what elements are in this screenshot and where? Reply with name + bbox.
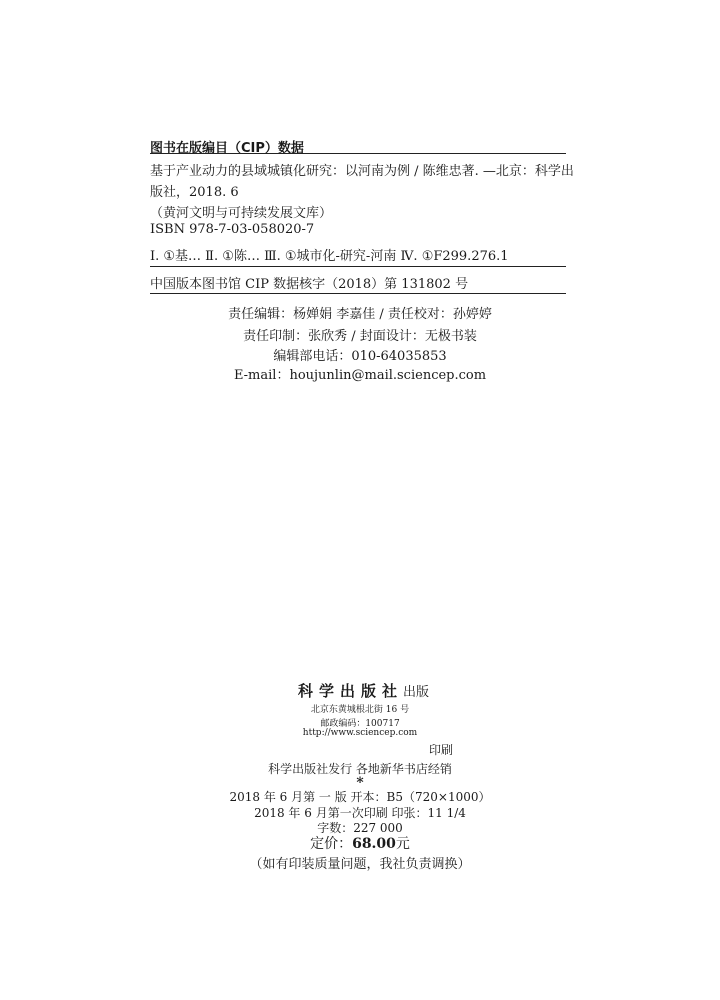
cip-top-rule [150, 153, 566, 154]
price-label: 定价： [310, 836, 353, 852]
publisher-address: 北京东黄城根北街 16 号 [310, 705, 410, 715]
publisher-postcode: 邮政编码：100717 [320, 719, 400, 729]
editor-credits: 责任编辑：杨婵娟 李嘉佳 / 责任校对：孙婷婷 [228, 307, 492, 322]
publisher-website: http://www.sciencep.com [302, 728, 418, 738]
edition-line: 2018 年 6 月第 一 版 开本：B5（720×1000） [229, 790, 491, 804]
cip-series: （黄河文明与可持续发展文库） [150, 206, 333, 221]
cip-heading: 图书在版编目（CIP）数据 [150, 141, 304, 156]
cip-bottom-rule [150, 293, 566, 294]
printing-line: 2018 年 6 月第一次印刷 印张：11 1/4 [254, 806, 466, 820]
printer-label: 印刷 [429, 743, 454, 757]
distribution-line: 科学出版社发行 各地新华书店经销 [268, 762, 452, 776]
cip-isbn: ISBN 978-7-03-058020-7 [150, 222, 315, 237]
publisher-logo: 科学出版社 [298, 682, 404, 700]
word-count: 字数：227 000 [317, 821, 403, 835]
price-unit: 元 [395, 836, 410, 852]
cip-classification: Ⅰ. ①基… Ⅱ. ①陈… Ⅲ. ①城市化-研究-河南 Ⅳ. ①F299.276.1 [150, 249, 509, 264]
cip-record-number: 中国版本图书馆 CIP 数据核字（2018）第 131802 号 [150, 277, 469, 292]
publish-label: 出版 [403, 685, 430, 700]
production-credits: 责任印制：张欣秀 / 封面设计：无极书装 [243, 329, 477, 344]
price-value: 68.00 [352, 836, 396, 852]
separator-star: * [356, 775, 364, 791]
quality-notice: （如有印装质量问题，我社负责调换） [249, 857, 471, 872]
publisher-logo-line [298, 680, 429, 701]
price-line [0, 833, 720, 853]
cip-title-line-1: 基于产业动力的县域城镇化研究：以河南为例 / 陈维忠著. —北京：科学出 [150, 164, 574, 179]
editorial-phone: 编辑部电话：010-64035853 [273, 349, 447, 364]
cip-title-line-2: 版社，2018. 6 [150, 185, 239, 200]
editorial-email: E-mail：houjunlin@mail.sciencep.com [233, 368, 487, 383]
cip-middle-rule [150, 266, 566, 267]
